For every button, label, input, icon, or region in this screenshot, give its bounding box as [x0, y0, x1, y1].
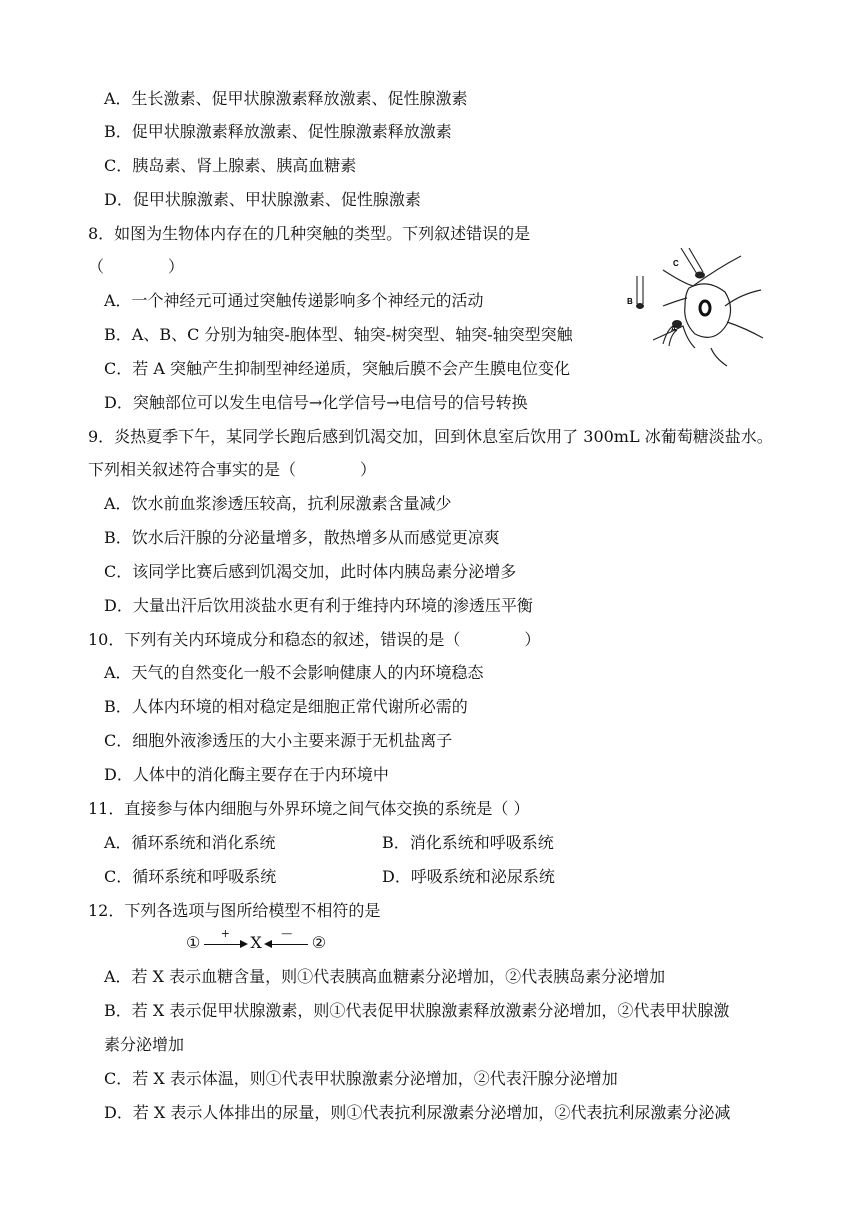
q8-option-c: C．若 A 突触产生抑制型神经递质，突触后膜不会产生膜电位变化: [104, 359, 570, 378]
q8-stem: 8．如图为生物体内存在的几种突触的类型。下列叙述错误的是: [88, 224, 531, 243]
q9-option-c: C．该同学比赛后感到饥渴交加，此时体内胰岛素分泌增多: [104, 562, 517, 581]
q12-model-diagram: [186, 926, 327, 955]
synapse-b-terminal: [636, 303, 644, 309]
synapse-label-c: C: [673, 259, 679, 268]
q12-option-b-line2: 素分泌增加: [104, 1035, 185, 1054]
q8-option-b: B．A、B、C 分别为轴突-胞体型、轴突-树突型、轴突-轴突型突触: [104, 325, 573, 344]
q10-option-c: C．细胞外液渗透压的大小主要来源于无机盐离子: [104, 731, 453, 750]
neuron-soma: [685, 284, 731, 338]
q10-option-d: D．人体中的消化酶主要存在于内环境中: [104, 765, 389, 784]
q12-option-a: A．若 X 表示血糖含量，则①代表胰高血糖素分泌增加，②代表胰岛素分泌增加: [104, 967, 666, 986]
q11-option-b: B．消化系统和呼吸系统: [382, 833, 554, 852]
synapse-label-b: B: [627, 297, 633, 306]
synapse-label-a: A: [671, 326, 677, 333]
q12-option-c: C．若 X 表示体温，则①代表甲状腺激素分泌增加，②代表汗腺分泌增加: [104, 1069, 618, 1088]
q8-answer-blank: （ ）: [88, 257, 185, 276]
q9-stem-line2: 下列相关叙述符合事实的是（ ）: [88, 460, 377, 479]
model-x: X: [250, 933, 262, 952]
q7-option-d: D．促甲状腺激素、甲状腺激素、促性腺激素: [104, 190, 421, 209]
q11-option-d: D．呼吸系统和泌尿系统: [382, 867, 555, 886]
neuron-nucleus: [700, 301, 710, 315]
q12-option-d: D．若 X 表示人体排出的尿量，则①代表抗利尿激素分泌增加，②代表抗利尿激素分泌减: [104, 1103, 731, 1122]
q12-option-b-line1: B．若 X 表示促甲状腺激素，则①代表促甲状腺激素释放激素分泌增加，②代表甲状腺激: [104, 1001, 730, 1020]
q7-option-c: C．胰岛素、肾上腺素、胰高血糖素: [104, 156, 357, 175]
q7-option-b: B．促甲状腺激素释放激素、促性腺激素释放激素: [104, 122, 452, 141]
q10-stem: 10．下列有关内环境成分和稳态的叙述，错误的是（ ）: [88, 630, 541, 649]
minus-sign: —: [281, 926, 293, 940]
q12-stem: 12．下列各选项与图所给模型不相符的是: [88, 901, 381, 920]
synapse-b-axon: [637, 276, 643, 304]
q9-option-d: D．大量出汗后饮用淡盐水更有利于维持内环境的渗透压平衡: [104, 596, 533, 615]
q9-stem-line1: 9．炎热夏季下午，某同学长跑后感到饥渴交加，回到休息室后饮用了 300mL 冰葡萄糖淡盐水。: [88, 427, 773, 446]
positive-arrow: [202, 926, 248, 952]
q11-stem: 11．直接参与体内细胞与外界环境之间气体交换的系统是（ ）: [88, 799, 530, 818]
plus-sign: +: [220, 926, 230, 940]
synapse-types-figure: [623, 248, 765, 370]
negative-arrow: [264, 926, 310, 952]
synapse-c-terminal: [695, 272, 705, 279]
q10-option-a: A．天气的自然变化一般不会影响健康人的内环境稳态: [104, 663, 484, 682]
q8-option-a: A．一个神经元可通过突触传递影响多个神经元的活动: [104, 291, 484, 310]
model-input-2: ②: [311, 933, 327, 952]
model-input-1: ①: [186, 933, 201, 952]
q11-option-c: C．循环系统和呼吸系统: [104, 867, 277, 886]
synapse-c-axon: [681, 248, 703, 274]
q9-option-b: B．饮水后汗腺的分泌量增多，散热增多从而感觉更凉爽: [104, 528, 500, 547]
q9-option-a: A．饮水前血浆渗透压较高，抗利尿激素含量减少: [104, 494, 452, 513]
q11-option-a: A．循环系统和消化系统: [104, 833, 276, 852]
q7-option-a: A．生长激素、促甲状腺激素释放激素、促性腺激素: [104, 89, 468, 108]
q8-option-d: D．突触部位可以发生电信号→化学信号→电信号的信号转换: [104, 393, 528, 412]
q10-option-b: B．人体内环境的相对稳定是细胞正常代谢所必需的: [104, 697, 468, 716]
